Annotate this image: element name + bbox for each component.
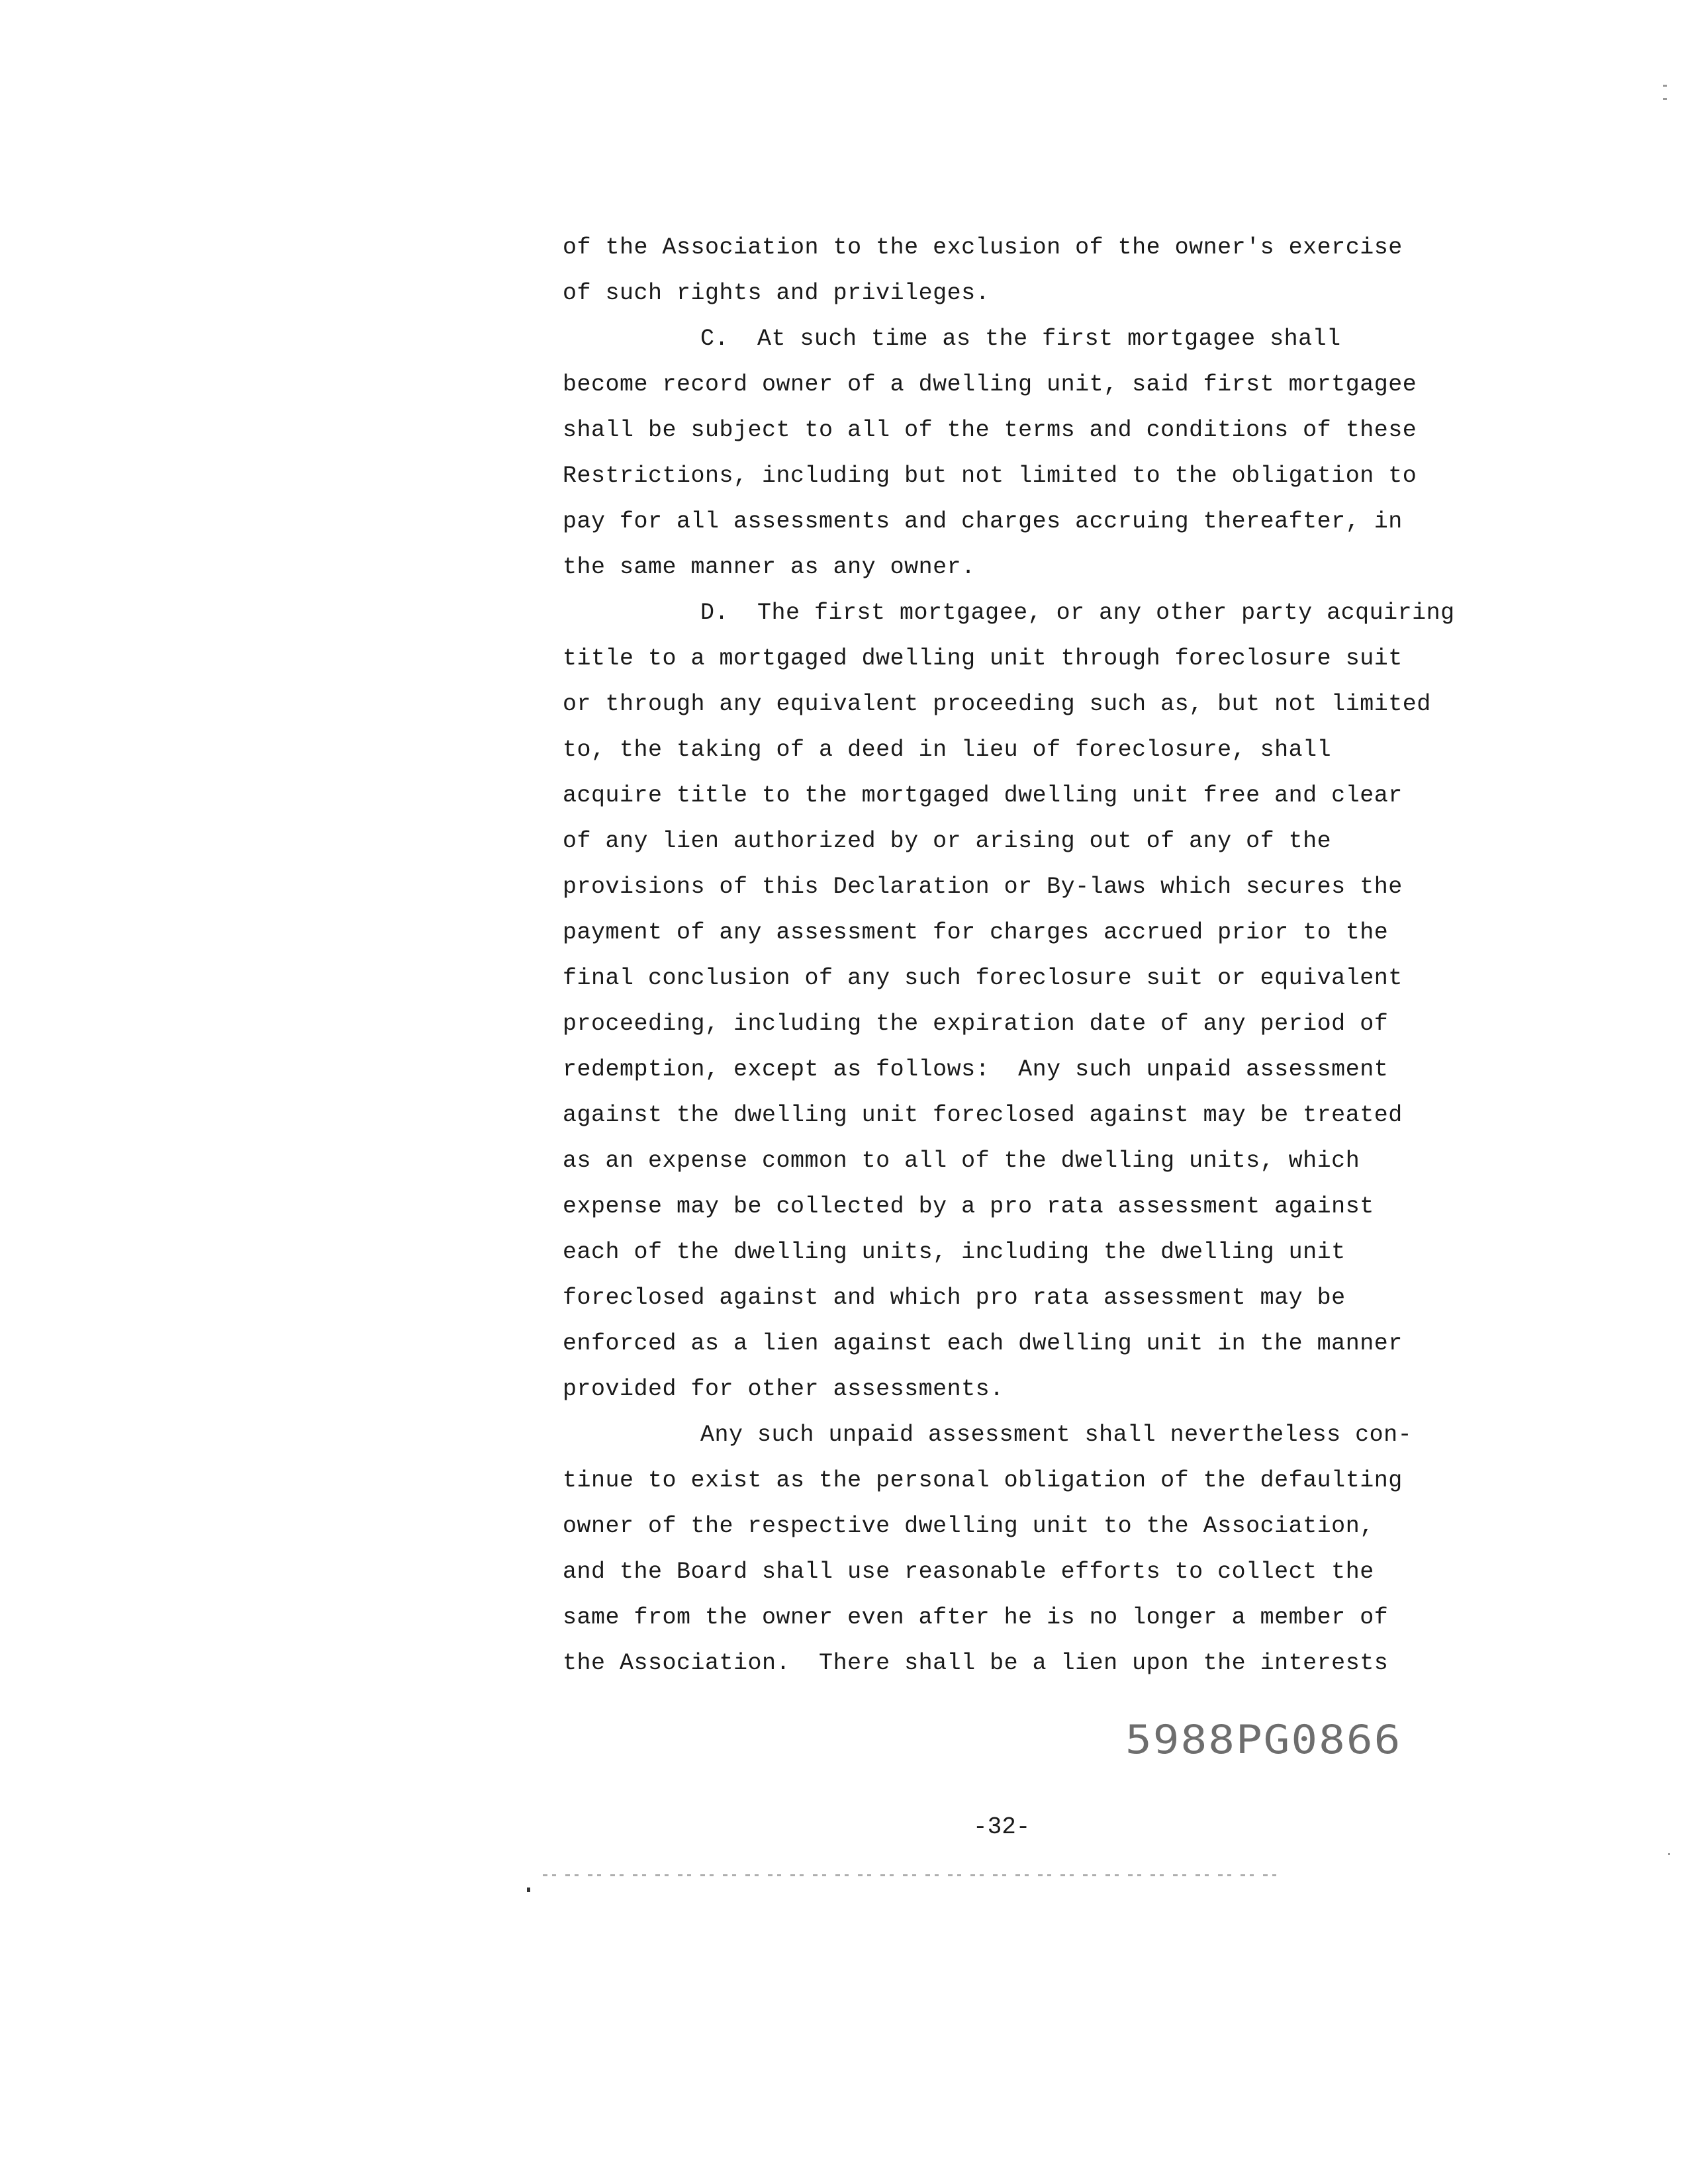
recording-stamp: 5988PG0866 bbox=[1125, 1716, 1402, 1763]
text-line: expense may be collected by a pro rata assessment against bbox=[563, 1193, 1374, 1220]
text-line: enforced as a lien against each dwelling unit in the manner bbox=[563, 1330, 1403, 1357]
scan-artifact-line bbox=[543, 1874, 1284, 1876]
text-line: of any lien authorized by or arising out of any of the bbox=[563, 828, 1332, 854]
text-line: acquire title to the mortgaged dwelling unit free and clear bbox=[563, 782, 1403, 809]
text-line: as an expense common to all of the dwelling units, which bbox=[563, 1148, 1360, 1174]
scan-speck bbox=[1663, 98, 1667, 100]
text-line: to, the taking of a deed in lieu of foreclosure, shall bbox=[563, 737, 1332, 763]
text-line: or through any equivalent proceeding such as, but not limited bbox=[563, 691, 1431, 717]
text-line: against the dwelling unit foreclosed against may be treated bbox=[563, 1102, 1403, 1128]
text-line: provided for other assessments. bbox=[563, 1376, 1004, 1402]
text-line: pay for all assessments and charges accruing thereafter, in bbox=[563, 508, 1403, 535]
text-line: final conclusion of any such foreclosure suit or equivalent bbox=[563, 965, 1403, 991]
text-line: payment of any assessment for charges accrued prior to the bbox=[563, 919, 1389, 946]
text-line: the same manner as any owner. bbox=[563, 554, 976, 580]
scan-speck bbox=[527, 1888, 530, 1892]
page-number: -32- bbox=[973, 1813, 1031, 1841]
text-line: shall be subject to all of the terms and conditions of these bbox=[563, 417, 1417, 443]
text-line: Restrictions, including but not limited to the obligation to bbox=[563, 463, 1417, 489]
text-line: foreclosed against and which pro rata assessment may be bbox=[563, 1285, 1346, 1311]
text-line: tinue to exist as the personal obligation of the defaulting bbox=[563, 1467, 1403, 1494]
text-line: proceeding, including the expiration date of any period of bbox=[563, 1011, 1389, 1037]
text-line: redemption, except as follows: Any such unpaid assessment bbox=[563, 1056, 1389, 1083]
text-line: Any such unpaid assessment shall nevertheless con- bbox=[700, 1422, 1413, 1448]
text-line: of such rights and privileges. bbox=[563, 280, 990, 306]
text-line: owner of the respective dwelling unit to the Association, bbox=[563, 1513, 1374, 1539]
text-line: the Association. There shall be a lien upon the interests bbox=[563, 1650, 1389, 1676]
text-line: D. The first mortgagee, or any other party acquiring bbox=[700, 600, 1455, 626]
text-line: C. At such time as the first mortgagee shall bbox=[700, 326, 1341, 352]
text-line: of the Association to the exclusion of the owner's exercise bbox=[563, 234, 1403, 261]
document-body bbox=[563, 225, 1489, 1686]
text-line: title to a mortgaged dwelling unit through foreclosure suit bbox=[563, 645, 1403, 672]
text-line: same from the owner even after he is no longer a member of bbox=[563, 1604, 1389, 1631]
text-line: each of the dwelling units, including the dwelling unit bbox=[563, 1239, 1346, 1265]
scan-speck bbox=[1663, 85, 1667, 87]
text-line: and the Board shall use reasonable efforts to collect the bbox=[563, 1559, 1374, 1585]
scan-speck bbox=[1668, 1853, 1670, 1855]
text-line: become record owner of a dwelling unit, said first mortgagee bbox=[563, 371, 1417, 398]
text-line: provisions of this Declaration or By-laws which secures the bbox=[563, 874, 1403, 900]
